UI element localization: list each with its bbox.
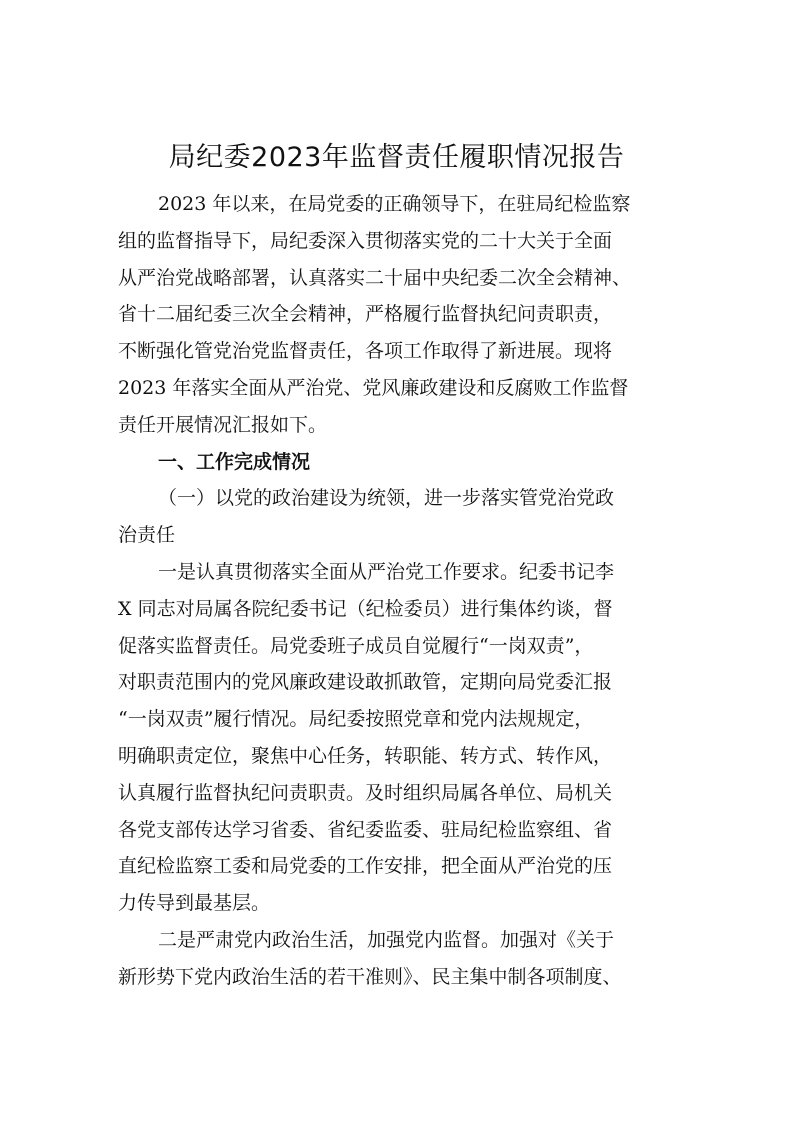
paragraph-line: “一岗双责”履行情况。局纪委按照党章和党内法规规定， (118, 708, 594, 731)
paragraph-line: 对职责范围内的党风廉政建设敢抓敢管，定期向局党委汇报 (118, 671, 613, 694)
paragraph-line: X 同志对局属各院纪委书记（纪检委员）进行集体约谈，督 (118, 597, 613, 620)
paragraph-line: 一是认真贯彻落实全面从严治党工作要求。纪委书记李 (158, 560, 615, 583)
paragraph-line: 组的监督指导下，局纪委深入贯彻落实党的二十大关于全面 (118, 229, 613, 252)
subsection-heading: （一）以党的政治建设为统领，进一步落实管党治党政 (158, 487, 615, 510)
paragraph-line: 新形势下党内政治生活的若干准则》、民主集中制各项制度、 (118, 965, 622, 988)
paragraph-line: 2023 年落实全面从严治党、党风廉政建设和反腐败工作监督 (118, 376, 629, 399)
paragraph-line: 省十二届纪委三次全会精神，严格履行监督执纪问责职责， (118, 303, 613, 326)
paragraph-line: 认真履行监督执纪问责职责。及时组织局属各单位、局机关 (118, 781, 613, 804)
paragraph-line: 二是严肃党内政治生活，加强党内监督。加强对《关于 (158, 928, 615, 951)
subsection-heading: 治责任 (118, 524, 176, 547)
paragraph-line: 力传导到最基层。 (118, 892, 271, 915)
paragraph-line: 2023 年以来，在局党委的正确领导下，在驻局纪检监察 (158, 193, 631, 215)
document-body (118, 186, 678, 996)
document-title: 局纪委2023年监督责任履职情况报告 (168, 142, 625, 173)
paragraph-line: 从严治党战略部署，认真落实二十届中央纪委二次全会精神、 (118, 266, 632, 289)
paragraph-line: 直纪检监察工委和局党委的工作安排，把全面从严治党的压 (118, 855, 613, 878)
paragraph-line: 各党支部传达学习省委、省纪委监委、驻局纪检监察组、省 (118, 818, 613, 841)
paragraph-line: 明确职责定位，聚焦中心任务，转职能、转方式、转作风， (118, 744, 613, 767)
paragraph-line: 促落实监督责任。局党委班子成员自觉履行“一岗双责”， (118, 634, 594, 657)
paragraph-line: 责任开展情况汇报如下。 (118, 413, 328, 436)
section-heading: 一、工作完成情况 (158, 450, 311, 473)
paragraph-line: 不断强化管党治党监督责任，各项工作取得了新进展。现将 (118, 340, 613, 363)
